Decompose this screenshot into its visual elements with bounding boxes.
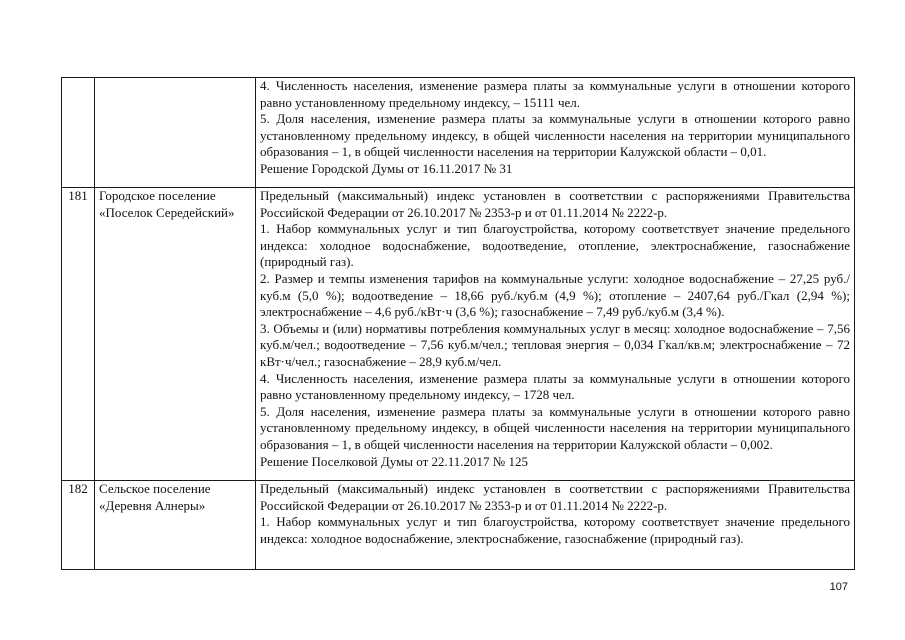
decision-reference: Решение Поселковой Думы от 22.11.2017 № 125 bbox=[260, 453, 528, 469]
paragraph: 1. Набор коммунальных услуг и тип благоустройства, которому соответствует значение предельного индекса: холодное водоснабжение, водоотведение, отопление, электроснабжение, газоснабжение (природный газ). bbox=[260, 221, 850, 270]
paragraph: 4. Численность населения, изменение размера платы за коммунальные услуги в отношении которого равно установленному предельному индексу, – 15111 чел. bbox=[260, 78, 850, 110]
paragraph: 3. Объемы и (или) нормативы потребления коммунальных услуг в месяц: холодное водоснабжение – 7,56 куб.м/чел.; водоотведение – 7,56 куб.м/чел.; тепловая энергия – 0,034 Гкал/кв.м; электроснабжение – 72 кВт·ч/чел.; газоснабжение – 28,9 куб.м/чел. bbox=[260, 320, 850, 369]
paragraph: 1. Набор коммунальных услуг и тип благоустройства, которому соответствует значение предельного индекса: холодное водоснабжение, электроснабжение, газоснабжение (природный газ). bbox=[260, 514, 850, 546]
municipality-name: Городское поселение «Поселок Середейский» bbox=[95, 188, 256, 481]
row-description bbox=[256, 481, 855, 570]
municipality-name bbox=[95, 78, 256, 188]
row-description bbox=[256, 188, 855, 481]
table-row bbox=[62, 78, 855, 188]
row-number: 181 bbox=[62, 188, 95, 481]
paragraph: Предельный (максимальный) индекс установлен в соответствии с распоряжениями Правительства Российской Федерации от 26.10.2017 № 2353-р и от 01.11.2014 № 2222-р. bbox=[260, 481, 850, 513]
paragraph: 5. Доля населения, изменение размера платы за коммунальные услуги в отношении которого равно установленному предельному индексу, в общей численности населения на территории муниципального образования – 1, в общей численности населения на территории Калужской области – 0,002. bbox=[260, 403, 850, 452]
page-number: 107 bbox=[829, 581, 848, 593]
paragraph: Предельный (максимальный) индекс установлен в соответствии с распоряжениями Правительства Российской Федерации от 26.10.2017 № 2353-р и от 01.11.2014 № 2222-р. bbox=[260, 188, 850, 220]
table-row bbox=[62, 188, 855, 481]
table-row bbox=[62, 481, 855, 570]
row-number: 182 bbox=[62, 481, 95, 570]
municipality-name: Сельское поселение «Деревня Алнеры» bbox=[95, 481, 256, 570]
row-number bbox=[62, 78, 95, 188]
paragraph: 5. Доля населения, изменение размера платы за коммунальные услуги в отношении которого равно установленному предельному индексу, в общей численности населения на территории муниципального образования – 1, в общей численности населения на территории Калужской области – 0,01. bbox=[260, 111, 850, 160]
paragraph: 4. Численность населения, изменение размера платы за коммунальные услуги в отношении которого равно установленному предельному индексу, – 1728 чел. bbox=[260, 370, 850, 403]
row-description bbox=[256, 78, 855, 188]
paragraph: 2. Размер и темпы изменения тарифов на коммунальные услуги: холодное водоснабжение – 27,25 руб./куб.м (5,0 %); водоотведение – 18,66 руб./куб.м (4,9 %); отопление – 2407,64 руб./Гкал (2,94 %); электроснабжение – 4,6 руб./кВт·ч (3,6 %); газоснабжение – 7,49 руб./куб.м (3,4 %). bbox=[260, 270, 850, 320]
decision-reference: Решение Городской Думы от 16.11.2017 № 31 bbox=[260, 160, 513, 176]
index-table bbox=[61, 77, 855, 570]
